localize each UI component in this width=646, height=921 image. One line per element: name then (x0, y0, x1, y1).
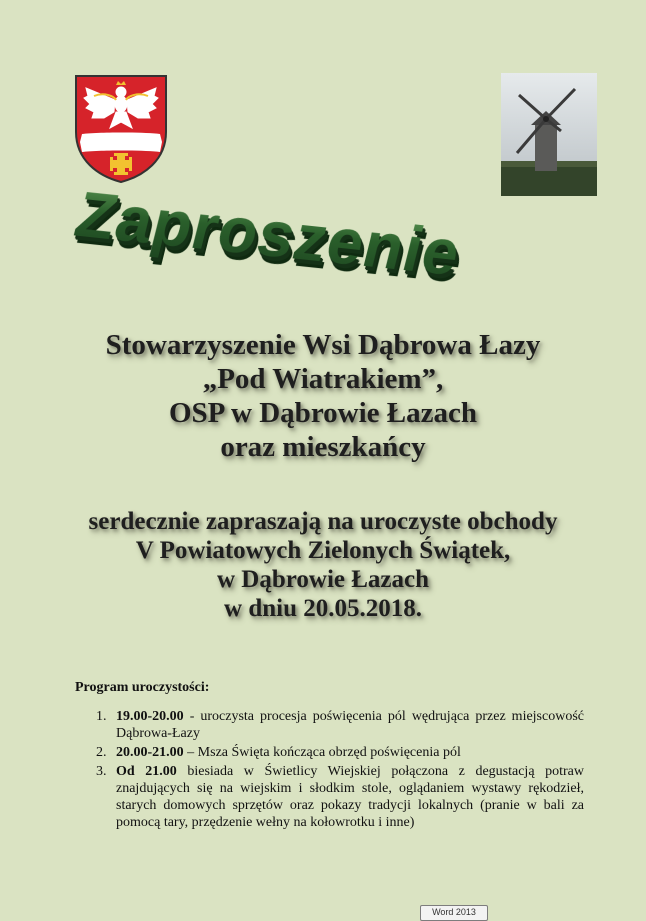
program-item-text: - uroczysta procesja poświęcenia pól wędrująca przez miejscowość Dąbrowa-Łazy (116, 709, 584, 741)
program-item-time: Od 21.00 (116, 764, 177, 779)
windmill-photo (501, 73, 597, 196)
program-item (96, 708, 584, 742)
program-list (96, 708, 584, 833)
invitation-line: serdecznie zapraszają na uroczyste obchody (88, 508, 558, 535)
program-item-number: 2. (96, 745, 107, 760)
invitation-line: w Dąbrowie Łazach (216, 566, 430, 593)
invitation-wordart-title (64, 177, 534, 312)
program-item-number: 3. (96, 764, 107, 779)
program-item (96, 763, 584, 831)
program-item-time: 19.00-20.00 (116, 709, 184, 724)
program-title: Program uroczystości: (75, 680, 210, 695)
program-item (96, 744, 584, 761)
wordart-text: Zaproszenie (68, 177, 534, 297)
organizer-line: oraz mieszkańcy (220, 431, 426, 463)
word-version-badge: Word 2013 (420, 905, 488, 921)
invitation-line: V Powiatowych Zielonych Świątek, (135, 537, 511, 564)
invitation-block (0, 507, 646, 623)
organizer-line: OSP w Dąbrowie Łazach (169, 397, 477, 429)
program-item-text: – Msza Święta kończąca obrzęd poświęcenia pól (183, 745, 461, 760)
organizers-block (0, 328, 646, 464)
organizer-line: „Pod Wiatrakiem”, (202, 363, 444, 395)
invitation-line: w dniu 20.05.2018. (224, 595, 422, 622)
organizer-line: Stowarzyszenie Wsi Dąbrowa Łazy (105, 329, 541, 361)
coat-of-arms-image (74, 74, 168, 184)
program-item-time: 20.00-21.00 (116, 745, 184, 760)
program-item-text: biesiada w Świetlicy Wiejskiej połączona z degustacją potraw znajdujących się na wiejskim i słodkim stole, oglądaniem wystawy rękodzieł, starych domowych sprzętów oraz pokazy tradycji lokalnych (pranie w bali za pomocą tary, przędzenie wełny na kołowrotku i inne) (116, 764, 584, 830)
program-item-number: 1. (96, 709, 107, 724)
